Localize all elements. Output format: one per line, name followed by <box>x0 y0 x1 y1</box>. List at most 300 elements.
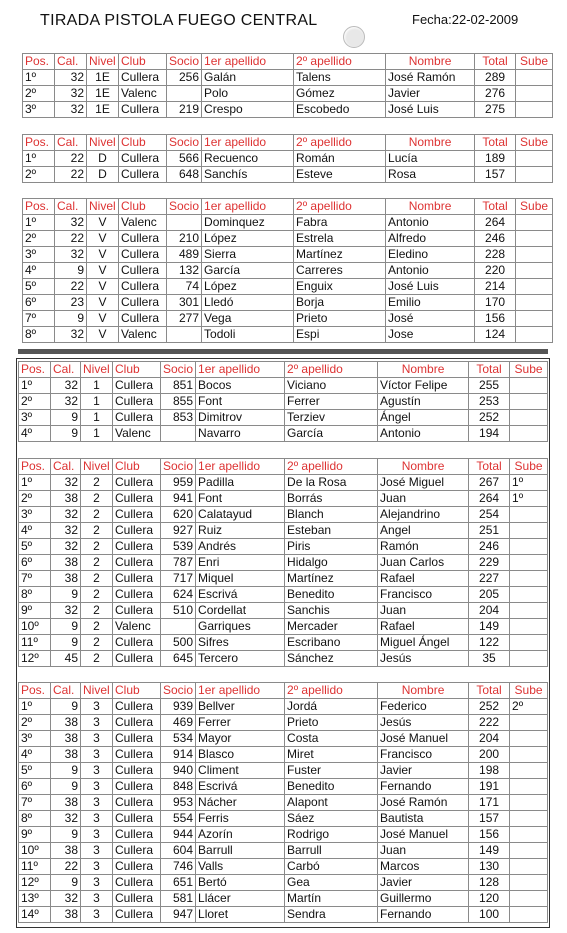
table-cell: 205 <box>469 587 510 603</box>
table-cell: 8º <box>19 811 51 827</box>
header-cell: 1er apellido <box>196 683 285 699</box>
header-cell: 2º apellido <box>294 54 386 70</box>
table-cell <box>510 811 548 827</box>
table-cell: 171 <box>469 795 510 811</box>
table-cell: 32 <box>55 215 87 231</box>
table-cell: 2º <box>19 394 51 410</box>
table-cell: 9 <box>55 263 87 279</box>
table-cell: 4º <box>19 426 51 442</box>
table-cell: Martínez <box>285 571 378 587</box>
table-cell: Javier <box>386 86 475 102</box>
header-cell: Nivel <box>81 683 113 699</box>
table-cell: 204 <box>469 603 510 619</box>
table-cell <box>510 426 548 442</box>
table-cell: 6º <box>23 295 55 311</box>
table-cell: Cullera <box>119 70 167 86</box>
table-row <box>23 311 553 327</box>
header-cell: 1er apellido <box>196 362 285 378</box>
header-cell: Nombre <box>386 199 475 215</box>
table-cell: 2 <box>81 523 113 539</box>
table-cell: Jesús <box>378 715 469 731</box>
table-header-row <box>19 683 548 699</box>
table-cell: 130 <box>469 859 510 875</box>
table-header-row <box>23 135 553 151</box>
table-cell: 22 <box>55 279 87 295</box>
table-cell: 38 <box>51 843 81 859</box>
table-cell: 253 <box>469 394 510 410</box>
table-cell: 651 <box>161 875 196 891</box>
table-row <box>23 167 553 183</box>
table-cell: Francisco <box>378 587 469 603</box>
table-cell: Rafael <box>378 619 469 635</box>
table-cell: Dimitrov <box>196 410 285 426</box>
table-cell: 3 <box>81 907 113 923</box>
table-cell <box>510 715 548 731</box>
table-cell: Alejandrino <box>378 507 469 523</box>
table-cell: Ramón <box>378 539 469 555</box>
table-cell: 489 <box>167 247 202 263</box>
table-cell: Terziev <box>285 410 378 426</box>
table-row <box>19 907 548 923</box>
table-cell: 1º <box>19 699 51 715</box>
table-cell: Antonio <box>378 426 469 442</box>
table-cell: 3 <box>81 827 113 843</box>
header-cell: Nombre <box>386 54 475 70</box>
table-cell: 953 <box>161 795 196 811</box>
table-cell: Cullera <box>113 795 161 811</box>
table-cell: Padilla <box>196 475 285 491</box>
table-cell: 220 <box>475 263 516 279</box>
table-cell: 32 <box>51 507 81 523</box>
table-cell: 3º <box>23 247 55 263</box>
table-cell: Piris <box>285 539 378 555</box>
table-row <box>19 619 548 635</box>
table-cell: Prieto <box>294 311 386 327</box>
header-cell: 2º apellido <box>294 135 386 151</box>
table-cell: José Manuel <box>378 731 469 747</box>
table-cell: Martín <box>285 891 378 907</box>
table-row <box>23 70 553 86</box>
table-cell: Tercero <box>196 651 285 667</box>
table-cell: 3 <box>81 795 113 811</box>
table-cell: Lucía <box>386 151 475 167</box>
results-table-1 <box>22 53 553 118</box>
table-cell: 6º <box>19 555 51 571</box>
table-cell: 1 <box>81 394 113 410</box>
table-cell: 1E <box>87 102 119 118</box>
table-row <box>19 426 548 442</box>
table-cell: Benedito <box>285 779 378 795</box>
table-row <box>19 378 548 394</box>
table-cell: 1E <box>87 70 119 86</box>
table-cell: 9 <box>51 426 81 442</box>
table-cell: 9 <box>51 827 81 843</box>
table-cell: Cullera <box>113 491 161 507</box>
table-cell: 301 <box>167 295 202 311</box>
table-cell: 3 <box>81 891 113 907</box>
table-cell: Enguix <box>294 279 386 295</box>
table-row <box>23 102 553 118</box>
header-cell: Total <box>469 362 510 378</box>
header-cell: Club <box>119 199 167 215</box>
table-cell: Valls <box>196 859 285 875</box>
table-cell: 534 <box>161 731 196 747</box>
table-cell: Todoli <box>202 327 294 343</box>
table-cell: Miguel Ángel <box>378 635 469 651</box>
punch-hole <box>343 26 365 48</box>
table-cell: V <box>87 231 119 247</box>
table-cell <box>516 247 553 263</box>
table-cell: 275 <box>475 102 516 118</box>
table-cell: Ferrer <box>285 394 378 410</box>
table-cell: Cullera <box>113 811 161 827</box>
header-cell: Cal. <box>55 54 87 70</box>
table-cell: V <box>87 311 119 327</box>
table-cell: Cullera <box>113 827 161 843</box>
header-cell: Club <box>113 362 161 378</box>
table-cell: Lloret <box>196 907 285 923</box>
header-cell: Nivel <box>87 135 119 151</box>
table-cell: 914 <box>161 747 196 763</box>
table-row <box>19 891 548 907</box>
table-cell: 32 <box>55 86 87 102</box>
table-cell: 246 <box>475 231 516 247</box>
table-cell: 267 <box>469 475 510 491</box>
table-cell: 9 <box>51 587 81 603</box>
table-cell: 32 <box>51 603 81 619</box>
table-cell: Cullera <box>113 715 161 731</box>
header-cell: Socio <box>167 54 202 70</box>
table-cell: Cullera <box>113 907 161 923</box>
table-cell: 1º <box>23 215 55 231</box>
table-cell: 128 <box>469 875 510 891</box>
table-cell: V <box>87 247 119 263</box>
table-cell: 156 <box>469 827 510 843</box>
table-cell <box>516 151 553 167</box>
table-cell: Bellver <box>196 699 285 715</box>
table-row <box>19 715 548 731</box>
table-cell: 22 <box>51 859 81 875</box>
table-cell <box>510 731 548 747</box>
table-cell: 604 <box>161 843 196 859</box>
table-cell: 170 <box>475 295 516 311</box>
table-cell: De la Rosa <box>285 475 378 491</box>
table-cell: Polo <box>202 86 294 102</box>
table-cell: Ferris <box>196 811 285 827</box>
table-cell: 1E <box>87 86 119 102</box>
table-row <box>23 327 553 343</box>
table-cell: Benedito <box>285 587 378 603</box>
table-cell: V <box>87 279 119 295</box>
table-cell: 2 <box>81 491 113 507</box>
table-cell: 3 <box>81 843 113 859</box>
table-cell: Costa <box>285 731 378 747</box>
results-table-2 <box>22 134 553 183</box>
table-cell: 22 <box>55 231 87 247</box>
table-cell: Federico <box>378 699 469 715</box>
table-cell: 1 <box>81 426 113 442</box>
table-row <box>19 507 548 523</box>
table-cell: 5º <box>19 539 51 555</box>
header-cell: Sube <box>516 135 553 151</box>
table-cell: Cullera <box>113 523 161 539</box>
margin-strip <box>0 0 14 350</box>
header-cell: Pos. <box>19 683 51 699</box>
header-cell: 1er apellido <box>196 459 285 475</box>
table-cell: 7º <box>19 795 51 811</box>
table-cell: Gómez <box>294 86 386 102</box>
table-row <box>19 555 548 571</box>
table-cell: López <box>202 279 294 295</box>
table-cell: 10º <box>19 843 51 859</box>
table-cell: 4º <box>19 523 51 539</box>
table-cell: 500 <box>161 635 196 651</box>
table-cell: 10º <box>19 619 51 635</box>
table-cell: 3º <box>19 410 51 426</box>
table-cell: Blasco <box>196 747 285 763</box>
table-cell: 120 <box>469 891 510 907</box>
table-cell: 32 <box>51 378 81 394</box>
table-cell: 2º <box>23 167 55 183</box>
table-cell: 2º <box>23 86 55 102</box>
table-cell: 23 <box>55 295 87 311</box>
table-cell: 6º <box>19 779 51 795</box>
table-cell: 256 <box>167 70 202 86</box>
table-cell: 289 <box>475 70 516 86</box>
table-cell: 1º <box>510 491 548 507</box>
table-cell: Cullera <box>113 843 161 859</box>
table-cell: 2 <box>81 651 113 667</box>
table-cell: Bautista <box>378 811 469 827</box>
table-row <box>19 795 548 811</box>
table-cell: 510 <box>161 603 196 619</box>
table-cell: Cullera <box>119 311 167 327</box>
table-cell: Mayor <box>196 731 285 747</box>
table-cell: Bertó <box>196 875 285 891</box>
table-cell <box>167 86 202 102</box>
header-cell: Nivel <box>81 459 113 475</box>
table-cell: 2 <box>81 475 113 491</box>
table-cell: Borrás <box>285 491 378 507</box>
table-cell: 38 <box>51 907 81 923</box>
table-cell: Fernando <box>378 907 469 923</box>
table-cell <box>516 102 553 118</box>
table-cell <box>510 555 548 571</box>
table-cell: 1 <box>81 410 113 426</box>
table-cell: Mercader <box>285 619 378 635</box>
table-cell: Esteve <box>294 167 386 183</box>
header-cell: Sube <box>516 199 553 215</box>
table-cell: 2º <box>510 699 548 715</box>
table-cell: Estrela <box>294 231 386 247</box>
header-cell: Nivel <box>81 362 113 378</box>
table-cell <box>510 539 548 555</box>
table-cell: 227 <box>469 571 510 587</box>
table-cell: Emilio <box>386 295 475 311</box>
table-row <box>19 475 548 491</box>
table-cell: 2 <box>81 603 113 619</box>
table-cell: Cullera <box>113 635 161 651</box>
table-cell: 940 <box>161 763 196 779</box>
table-cell: Esteban <box>285 523 378 539</box>
table-row <box>19 875 548 891</box>
table-cell: Agustín <box>378 394 469 410</box>
table-cell: 2 <box>81 555 113 571</box>
header-cell: Sube <box>510 362 548 378</box>
table-cell: Valenc <box>119 327 167 343</box>
header-cell: Total <box>469 683 510 699</box>
table-cell: Miret <box>285 747 378 763</box>
header-cell: Socio <box>167 199 202 215</box>
table-cell: García <box>285 426 378 442</box>
table-cell: Cullera <box>113 571 161 587</box>
table-cell <box>510 410 548 426</box>
header-cell: 2º apellido <box>285 459 378 475</box>
table-cell: Alfredo <box>386 231 475 247</box>
table-cell: Juan <box>378 603 469 619</box>
table-header-row <box>23 199 553 215</box>
table-cell: Llácer <box>196 891 285 907</box>
table-row <box>23 151 553 167</box>
table-cell <box>510 394 548 410</box>
table-cell: 32 <box>51 891 81 907</box>
table-cell: 200 <box>469 747 510 763</box>
table-cell: 124 <box>475 327 516 343</box>
table-cell: 959 <box>161 475 196 491</box>
table-cell: 3 <box>81 763 113 779</box>
table-cell: Cullera <box>119 295 167 311</box>
table-cell: Borja <box>294 295 386 311</box>
table-cell: Antonio <box>386 263 475 279</box>
table-cell: Cullera <box>113 875 161 891</box>
table-cell: Cullera <box>113 394 161 410</box>
table-cell: 229 <box>469 555 510 571</box>
table-cell: 276 <box>475 86 516 102</box>
header-cell: Sube <box>510 459 548 475</box>
table-cell: Cullera <box>113 378 161 394</box>
table-cell: Martínez <box>294 247 386 263</box>
header-cell: Pos. <box>23 54 55 70</box>
table-cell: 122 <box>469 635 510 651</box>
table-cell <box>161 426 196 442</box>
table-row <box>19 779 548 795</box>
table-cell: Ruiz <box>196 523 285 539</box>
table-cell: Ángel <box>378 410 469 426</box>
results-table-3 <box>22 198 553 343</box>
header-cell: Nombre <box>378 459 469 475</box>
table-cell: Valenc <box>113 426 161 442</box>
table-cell: Antonio <box>386 215 475 231</box>
table-cell: Miquel <box>196 571 285 587</box>
table-cell <box>510 747 548 763</box>
table-cell: 32 <box>51 475 81 491</box>
table-cell: 2º <box>19 715 51 731</box>
table-header-row <box>19 362 548 378</box>
table-cell: Barrull <box>285 843 378 859</box>
table-cell: 1º <box>19 475 51 491</box>
table-cell <box>510 875 548 891</box>
table-cell <box>510 843 548 859</box>
table-cell: Cullera <box>113 731 161 747</box>
table-cell: Cullera <box>113 651 161 667</box>
table-cell <box>516 263 553 279</box>
header-cell: 1er apellido <box>202 199 294 215</box>
table-cell: Víctor Felipe <box>378 378 469 394</box>
table-cell: 264 <box>475 215 516 231</box>
table-cell: Cullera <box>113 891 161 907</box>
table-row <box>19 587 548 603</box>
table-cell <box>510 587 548 603</box>
table-cell: 848 <box>161 779 196 795</box>
table-cell: 32 <box>51 539 81 555</box>
table-cell: 214 <box>475 279 516 295</box>
table-cell: Garriques <box>196 619 285 635</box>
table-cell: 7º <box>23 311 55 327</box>
table-cell: Prieto <box>285 715 378 731</box>
table-cell: Escribano <box>285 635 378 651</box>
table-cell: José Luis <box>386 102 475 118</box>
table-cell: 941 <box>161 491 196 507</box>
header-cell: Sube <box>510 683 548 699</box>
table-cell: José <box>386 311 475 327</box>
table-cell: 9 <box>51 410 81 426</box>
header-cell: Club <box>119 54 167 70</box>
header-cell: Cal. <box>51 459 81 475</box>
table-cell: Climent <box>196 763 285 779</box>
table-row <box>19 731 548 747</box>
table-cell <box>516 86 553 102</box>
table-cell <box>510 523 548 539</box>
table-cell: 38 <box>51 571 81 587</box>
table-cell: Escrivá <box>196 587 285 603</box>
table-cell: Cullera <box>119 151 167 167</box>
table-cell: 252 <box>469 699 510 715</box>
table-cell: Sanchis <box>285 603 378 619</box>
table-cell: 204 <box>469 731 510 747</box>
table-cell: 4º <box>19 747 51 763</box>
table-cell: 38 <box>51 747 81 763</box>
table-cell: 38 <box>51 715 81 731</box>
table-cell: V <box>87 327 119 343</box>
table-cell: 32 <box>55 70 87 86</box>
table-cell: Cullera <box>119 102 167 118</box>
table-cell <box>516 327 553 343</box>
header-cell: Socio <box>161 362 196 378</box>
table-cell: 2º <box>23 231 55 247</box>
table-cell <box>510 603 548 619</box>
table-cell: 2º <box>19 491 51 507</box>
table-cell: 2 <box>81 539 113 555</box>
header-cell: 2º apellido <box>294 199 386 215</box>
table-cell: 947 <box>161 907 196 923</box>
table-cell: 1 <box>81 378 113 394</box>
table-cell: 2 <box>81 587 113 603</box>
header-cell: Pos. <box>19 362 51 378</box>
table-cell: 255 <box>469 378 510 394</box>
table-cell: Sierra <box>202 247 294 263</box>
table-cell <box>510 795 548 811</box>
table-row <box>23 263 553 279</box>
table-cell <box>510 779 548 795</box>
table-cell: 648 <box>167 167 202 183</box>
table-cell: Rafael <box>378 571 469 587</box>
table-cell: Vega <box>202 311 294 327</box>
table-cell: Navarro <box>196 426 285 442</box>
table-cell: José Ramón <box>378 795 469 811</box>
table-cell: Jose <box>386 327 475 343</box>
table-row <box>19 811 548 827</box>
table-cell: Eledino <box>386 247 475 263</box>
